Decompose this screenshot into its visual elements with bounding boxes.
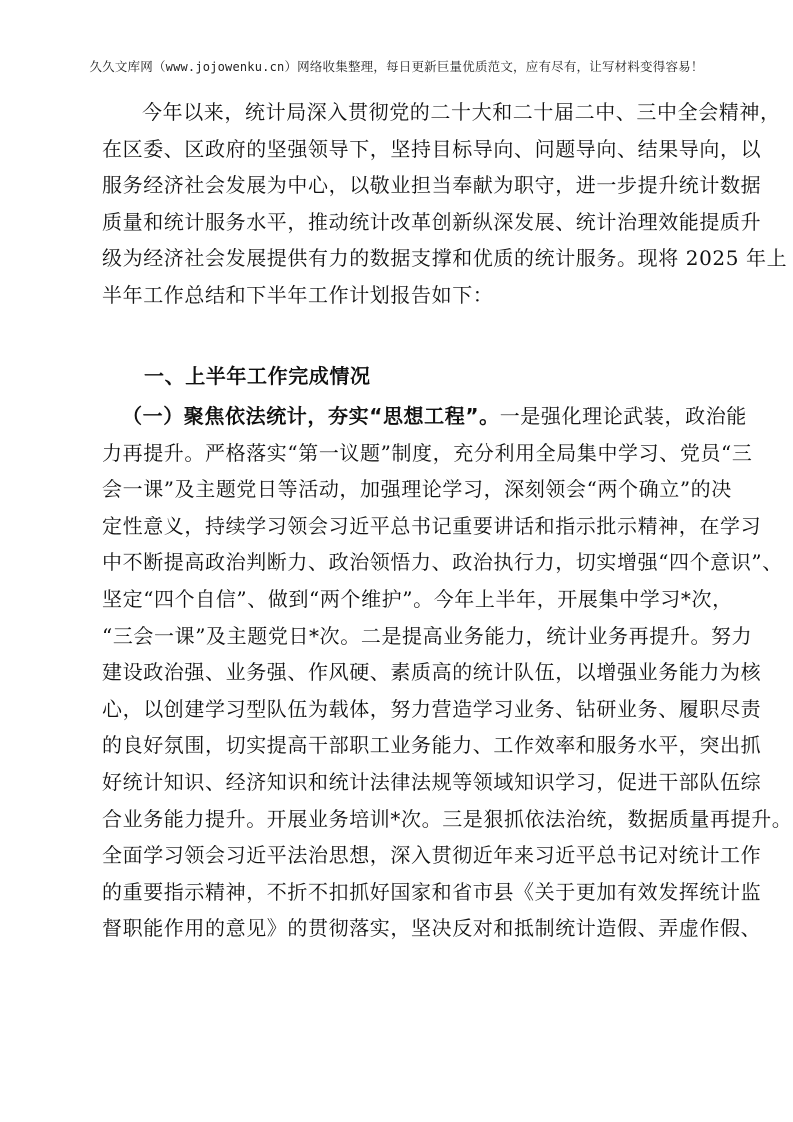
body-line: 督职能作用的意见》的贯彻落实，坚决反对和抵制统计造假、弄虚作假、 <box>102 916 762 941</box>
section-heading <box>102 358 710 394</box>
header-suffix: ）网络收集整理，每日更新巨量优质范文，应有尽有，让写材料变得容易！ <box>284 59 704 74</box>
subsection-paragraph <box>102 398 793 947</box>
header-url[interactable]: www.jojowenku.cn <box>165 60 285 74</box>
header-prefix: 久久文库网（ <box>89 59 166 74</box>
intro-paragraph <box>102 94 788 314</box>
body-line: 中不断提高政治判断力、政治领悟力、政治执行力，切实增强“四个意识”、 <box>102 550 783 575</box>
intro-line: 今年以来，统计局深入贯彻党的二十大和二十届二中、三中全会精神， <box>142 100 781 124</box>
intro-line: 质量和统计服务水平，推动统计改革创新纵深发展、统计治理效能提质升 <box>102 209 762 234</box>
body-line: 力再提升。严格落实“第一议题”制度，充分利用全局集中学习、党员“三 <box>102 440 753 465</box>
intro-line: 在区委、区政府的坚强领导下，坚持目标导向、问题导向、结果导向，以 <box>102 136 762 161</box>
intro-line: 半年工作总结和下半年工作计划报告如下： <box>102 282 494 307</box>
subsection-first-line <box>102 398 747 435</box>
body-line: 坚定“四个自信”、做到“两个维护”。今年上半年，开展集中学习*次， <box>102 586 733 611</box>
subsection-title: （一）聚焦依法统计，夯实“思想工程”。 <box>122 404 500 428</box>
intro-line: 级为经济社会发展提供有力的数据支撑和优质的统计服务。现将 2025 年上 <box>102 246 788 271</box>
intro-line: 服务经济社会发展为中心，以敬业担当奉献为职守，进一步提升统计数据 <box>102 173 762 198</box>
body-line: 合业务能力提升。开展业务培训*次。三是狠抓依法治统，数据质量再提升。 <box>102 806 793 831</box>
body-line: 定性意义，持续学习领会习近平总书记重要讲话和指示批示精神，在学习 <box>102 513 762 538</box>
body-line: 会一课”及主题党日等活动，加强理论学习，深刻领会“两个确立”的决 <box>102 477 732 502</box>
body-line: 的良好氛围，切实提高干部职工业务能力、工作效率和服务水平，突出抓 <box>102 733 762 758</box>
body-line: 建设政治强、业务强、作风硬、素质高的统计队伍，以增强业务能力为核 <box>102 660 762 685</box>
body-line: 心，以创建学习型队伍为载体，努力营造学习业务、钻研业务、履职尽责 <box>102 696 762 721</box>
body-line: 全面学习领会习近平法治思想，深入贯彻近年来习近平总书记对统计工作 <box>102 843 762 868</box>
body-line: 的重要指示精神，不折不扣抓好国家和省市县《关于更加有效发挥统计监 <box>102 879 762 904</box>
body-line: 好统计知识、经济知识和统计法律法规等领域知识学习，促进干部队伍综 <box>102 769 762 794</box>
body-line: “三会一课”及主题党日*次。二是提高业务能力，统计业务再提升。努力 <box>102 623 753 648</box>
section-title: 一、上半年工作完成情况 <box>144 364 371 388</box>
subsection-first-line-rest: 一是强化理论武装，政治能 <box>499 404 747 428</box>
page-header <box>0 58 793 76</box>
